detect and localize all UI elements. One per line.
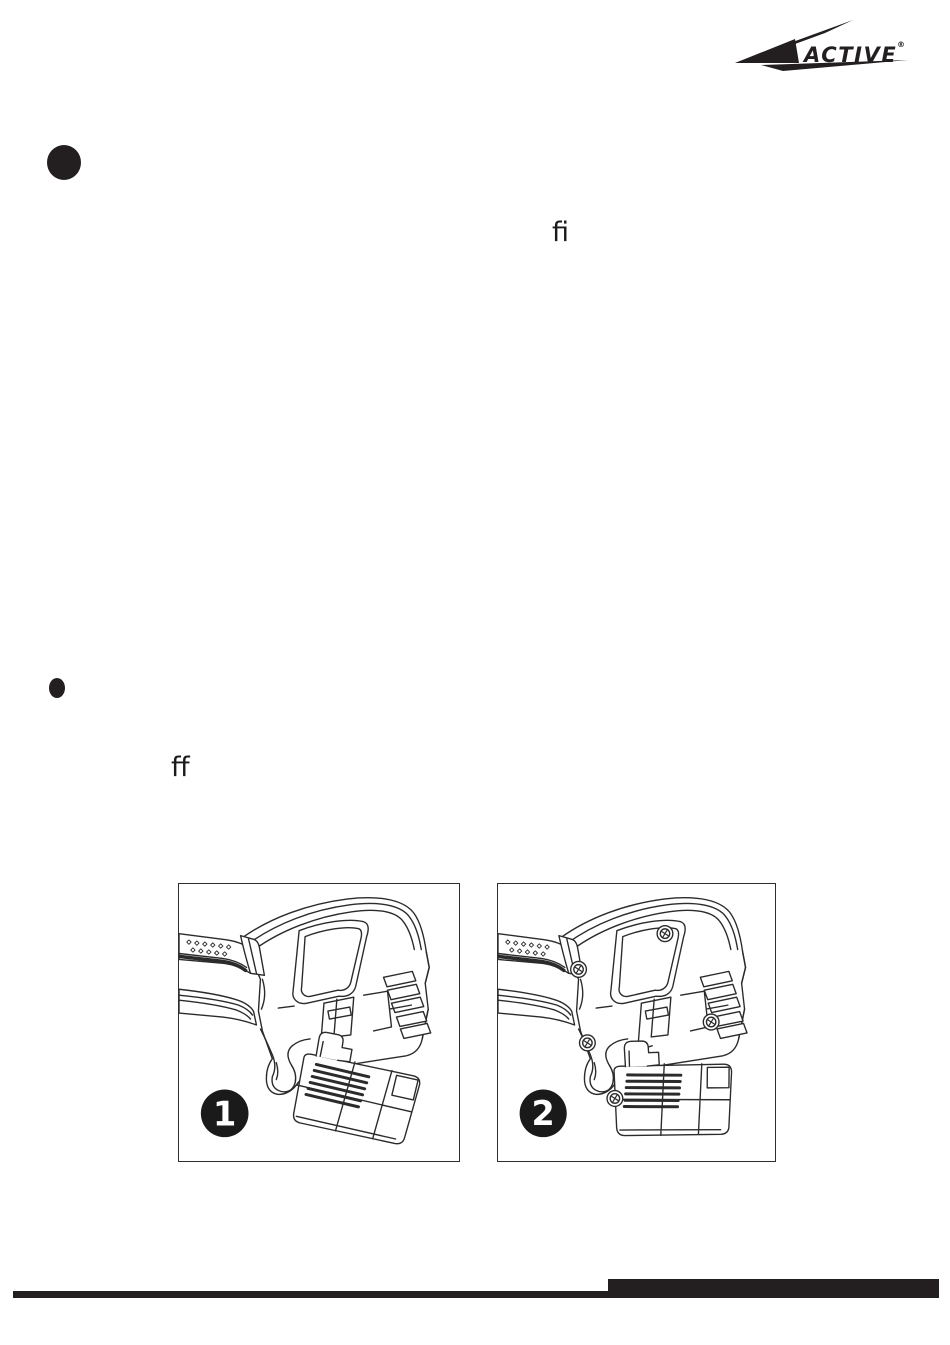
figure-step-1-battery-insertion (178, 883, 460, 1162)
screw-icon (607, 1091, 623, 1107)
footer-bar-thick (608, 1279, 939, 1298)
active-logo (725, 15, 915, 85)
section-bullet-small (49, 678, 65, 698)
step-badge-1 (201, 1090, 249, 1138)
step-2-line-drawing (498, 884, 775, 1161)
text-fragment-ff: ff (171, 752, 190, 783)
section-bullet-large (47, 145, 81, 180)
step-badge-2 (520, 1090, 567, 1138)
step-number: 2 (531, 1094, 555, 1134)
step-number: 1 (212, 1094, 237, 1134)
screw-icon (657, 926, 673, 942)
footer-rule-thin (13, 1291, 608, 1298)
text-fragment-fi: fi (552, 217, 570, 248)
screw-icon (703, 1014, 719, 1030)
logo-registered-mark: ® (897, 40, 905, 49)
logo-text: ACTIVE (804, 43, 898, 67)
step-1-line-drawing (179, 884, 459, 1161)
figure-step-2-battery-seated (497, 883, 776, 1162)
screw-icon (571, 961, 587, 977)
active-logo-graphic (725, 15, 915, 85)
screw-icon (580, 1035, 596, 1051)
logo-swoosh-arrowhead (735, 39, 799, 63)
